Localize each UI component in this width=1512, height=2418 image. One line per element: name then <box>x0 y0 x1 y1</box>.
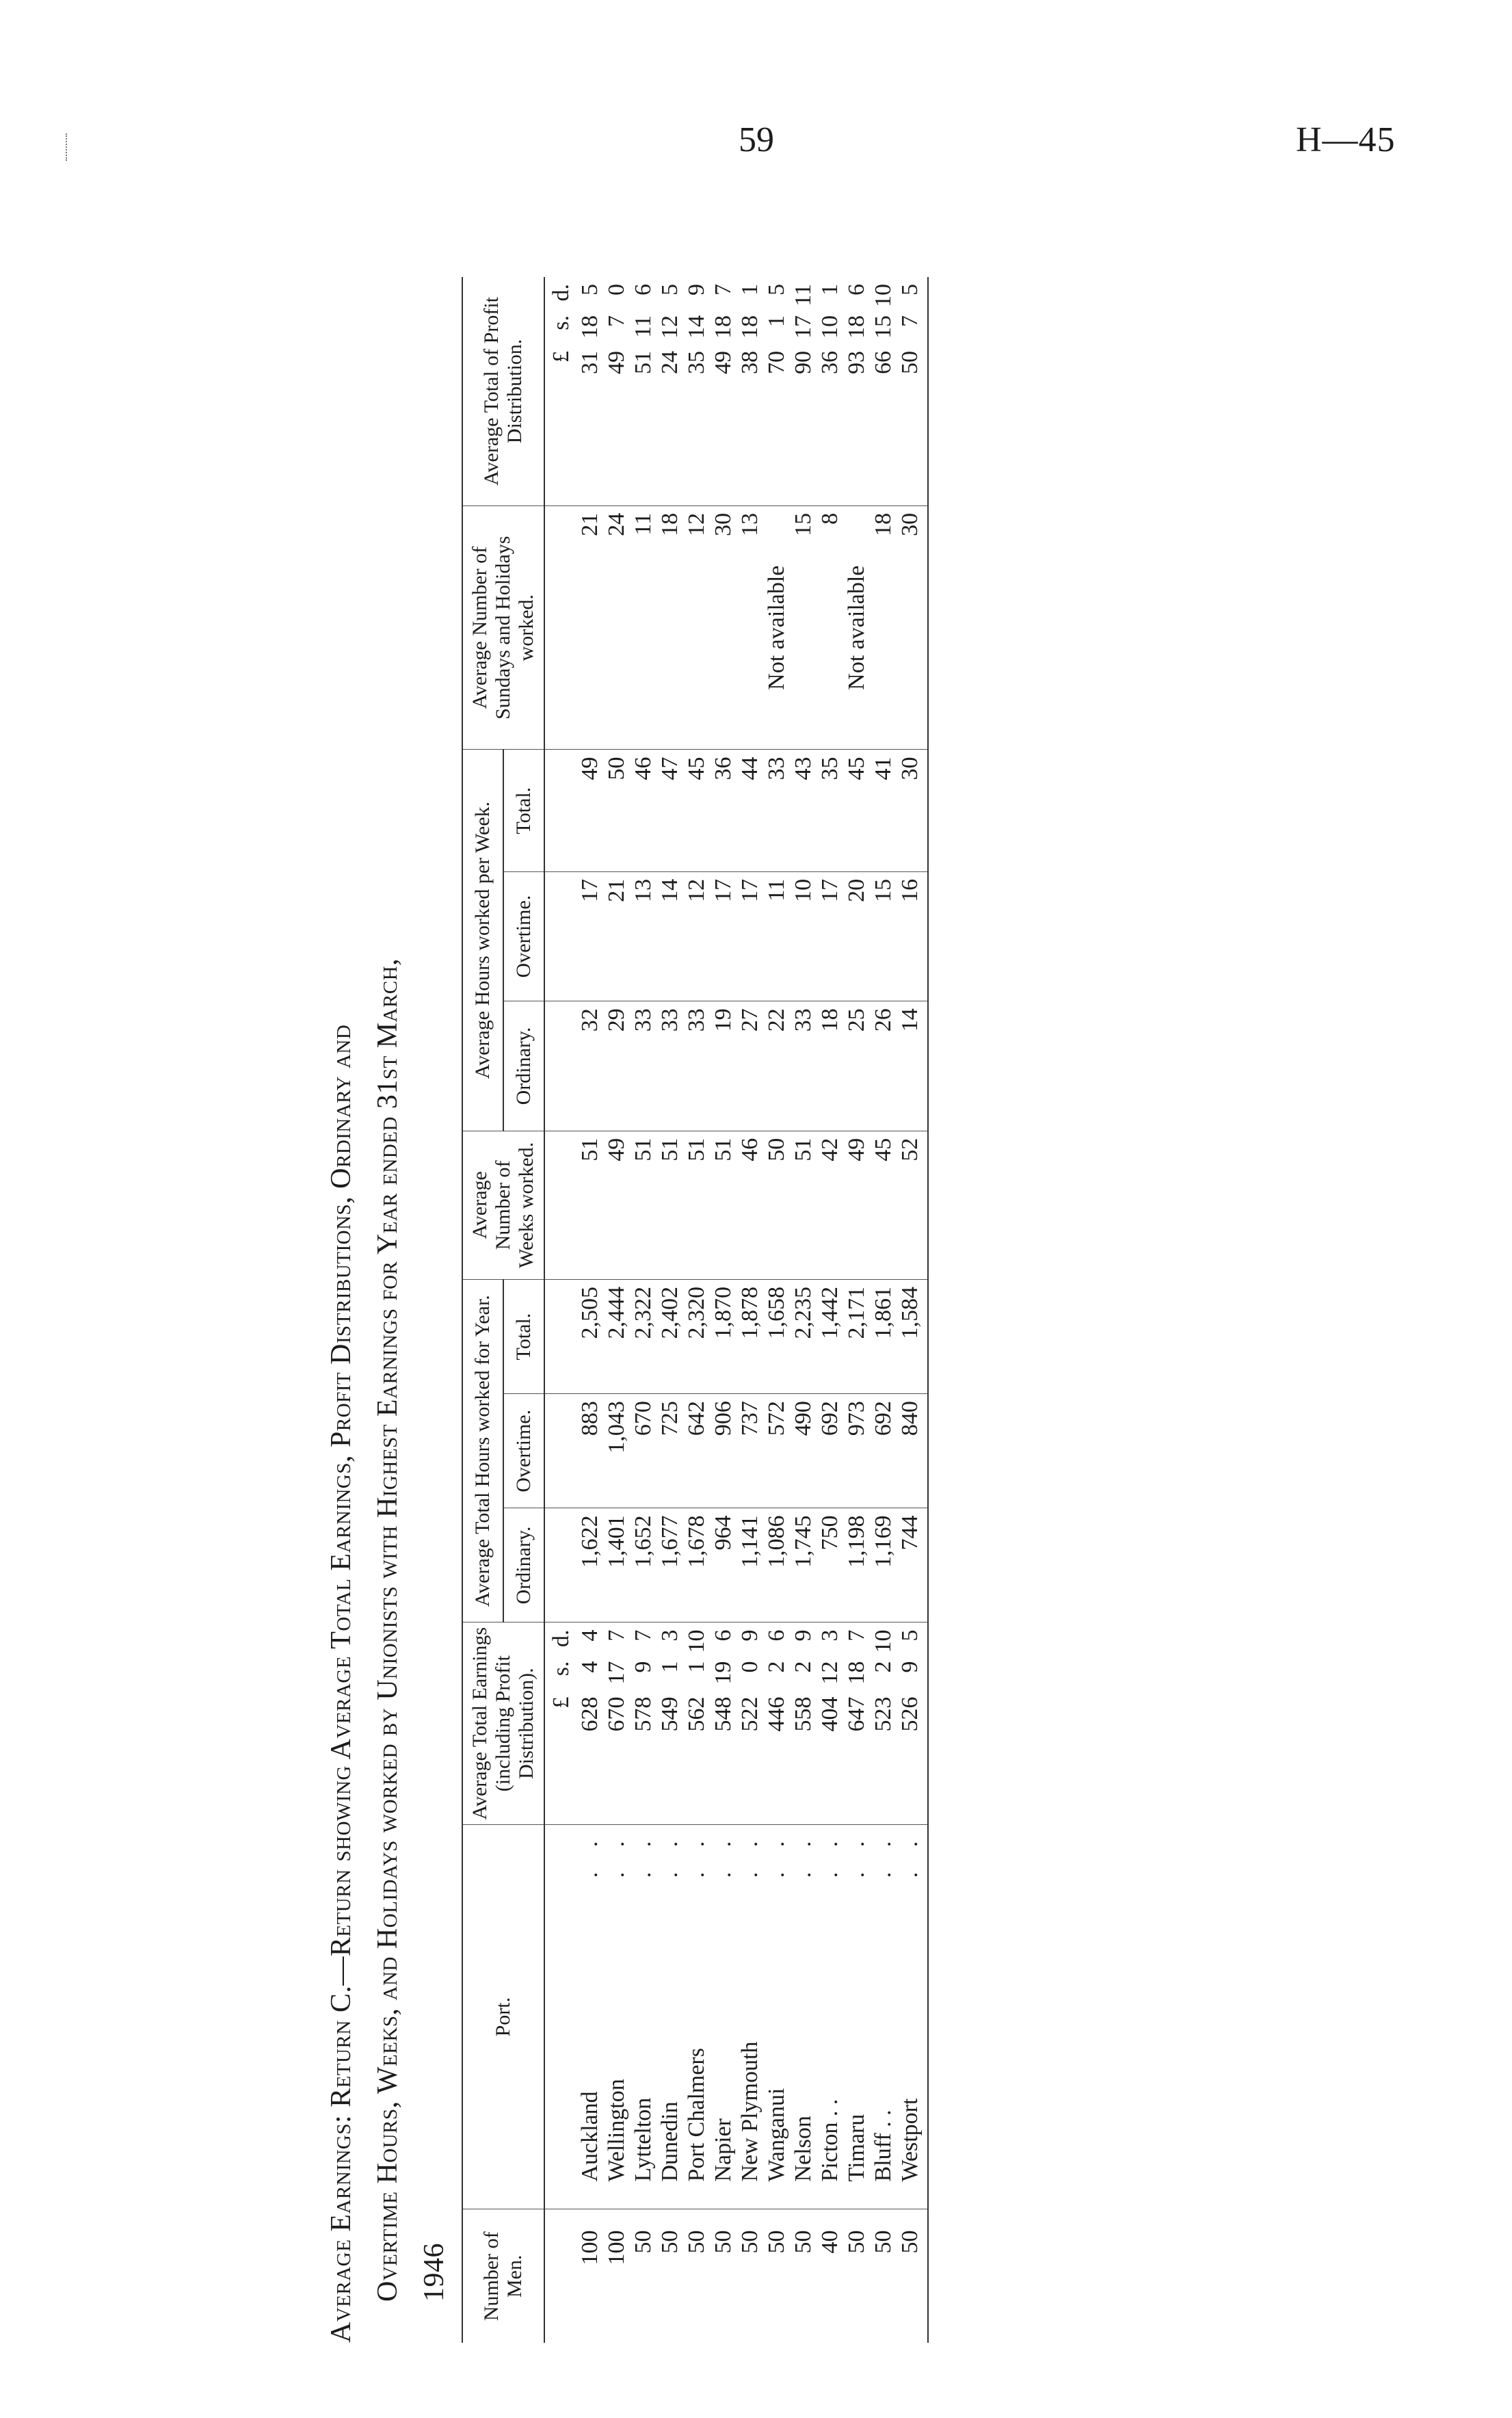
hw-overtime-cell: 21 <box>603 871 630 1001</box>
hw-ordinary-cell: 18 <box>817 1001 843 1131</box>
hy-total-cell: 2,505 <box>576 1280 603 1394</box>
table-row <box>576 277 603 2343</box>
hw-total-cell: 35 <box>817 750 843 871</box>
hw-total-cell: 41 <box>870 750 897 871</box>
hy-total-cell: 2,444 <box>603 1280 630 1394</box>
sundays-cell: 21 <box>576 505 603 750</box>
earnings-cell: 523210 <box>870 1622 897 1824</box>
port-cell: Port Chalmers . . <box>683 1824 710 2209</box>
men-cell: 50 <box>737 2230 762 2254</box>
hy-ordinary-cell: 1,678 <box>683 1508 710 1622</box>
hw-overtime-cell: 15 <box>870 871 897 1001</box>
col-hw-overtime: Overtime. <box>503 871 544 1001</box>
sundays-cell: 18 <box>656 505 683 750</box>
hw-overtime-cell: 17 <box>710 871 737 1001</box>
weeks-cell: 45 <box>870 1131 897 1279</box>
hw-ordinary-cell: 25 <box>843 1001 870 1131</box>
table-row <box>603 277 630 2343</box>
table-row <box>683 277 710 2343</box>
table-title <box>318 277 457 2343</box>
sundays-cell: 13 <box>737 505 763 750</box>
sundays-cell: Not available <box>763 505 790 750</box>
hy-overtime-cell: 572 <box>763 1394 790 1508</box>
profit-cell: 93186 <box>843 277 870 505</box>
weeks-cell: 51 <box>790 1131 817 1279</box>
port-cell: New Plymouth . . <box>737 1824 763 2209</box>
port-cell: Wellington . . <box>603 1824 630 2209</box>
weeks-cell: 51 <box>710 1131 737 1279</box>
sundays-cell: 12 <box>683 505 710 750</box>
weeks-cell: 52 <box>897 1131 928 1279</box>
port-cell: Auckland . . <box>576 1824 603 2209</box>
hy-overtime-cell: 906 <box>710 1394 737 1508</box>
hw-overtime-cell: 14 <box>656 871 683 1001</box>
units-row <box>544 277 576 2343</box>
earnings-cell: 55829 <box>790 1622 817 1824</box>
hw-overtime-cell: 13 <box>630 871 656 1001</box>
hy-ordinary-cell: 1,141 <box>737 1508 763 1622</box>
profit-cell: 5075 <box>897 277 928 505</box>
table-row <box>790 277 817 2343</box>
col-hw-ordinary: Ordinary. <box>503 1001 544 1131</box>
hy-ordinary-cell: 1,086 <box>763 1508 790 1622</box>
sundays-cell: 15 <box>790 505 817 750</box>
col-port: Port. <box>462 1824 544 2209</box>
hy-total-cell: 1,870 <box>710 1280 737 1394</box>
hw-ordinary-cell: 33 <box>656 1001 683 1131</box>
hw-overtime-cell: 16 <box>897 871 928 1001</box>
table-row <box>817 277 843 2343</box>
header-row-1 <box>462 277 503 2343</box>
weeks-cell: 51 <box>656 1131 683 1279</box>
hy-overtime-cell: 670 <box>630 1394 656 1508</box>
earnings-cell: 44626 <box>763 1622 790 1824</box>
hy-overtime-cell: 973 <box>843 1394 870 1508</box>
hw-overtime-cell: 20 <box>843 871 870 1001</box>
hw-overtime-cell: 11 <box>763 871 790 1001</box>
hy-total-cell: 2,235 <box>790 1280 817 1394</box>
page-number: 59 <box>739 120 774 159</box>
col-hours-week: Average Hours worked per Week. <box>462 750 503 1131</box>
profit-cell: 49187 <box>710 277 737 505</box>
hw-overtime-cell: 12 <box>683 871 710 1001</box>
hw-total-cell: 36 <box>710 750 737 871</box>
hy-total-cell: 1,861 <box>870 1280 897 1394</box>
port-cell: Westport . . <box>897 1824 928 2209</box>
earnings-units: £s.d. <box>544 1622 576 1824</box>
table-body <box>544 277 928 2343</box>
table-row <box>630 277 656 2343</box>
hw-total-cell: 49 <box>576 750 603 871</box>
col-hy-ordinary: Ordinary. <box>503 1508 544 1622</box>
hy-total-cell: 2,171 <box>843 1280 870 1394</box>
hy-total-cell: 1,878 <box>737 1280 763 1394</box>
earnings-cell: 57897 <box>630 1622 656 1824</box>
hw-ordinary-cell: 33 <box>630 1001 656 1131</box>
profit-cell: 51116 <box>630 277 656 505</box>
document-reference: H—45 <box>1296 120 1396 159</box>
hw-total-cell: 45 <box>843 750 870 871</box>
col-earnings: Average Total Earnings (including Profit Distribution). <box>462 1622 544 1824</box>
hy-overtime-cell: 840 <box>897 1394 928 1508</box>
table-row <box>763 277 790 2343</box>
hy-ordinary-cell: 964 <box>710 1508 737 1622</box>
hw-total-cell: 44 <box>737 750 763 871</box>
hy-ordinary-cell: 1,169 <box>870 1508 897 1622</box>
profit-cell: 31185 <box>576 277 603 505</box>
earnings-cell: 562110 <box>683 1622 710 1824</box>
weeks-cell: 49 <box>843 1131 870 1279</box>
hy-ordinary-cell: 744 <box>897 1508 928 1622</box>
table-row <box>737 277 763 2343</box>
port-cell: Picton . . . . <box>817 1824 843 2209</box>
title-line-3: 1946 <box>419 2243 450 2302</box>
col-hy-total: Total. <box>503 1280 544 1394</box>
hy-overtime-cell: 692 <box>870 1394 897 1508</box>
col-profit: Average Total of Profit Distribution. <box>462 277 544 505</box>
hw-total-cell: 33 <box>763 750 790 871</box>
earnings-cell: 404123 <box>817 1622 843 1824</box>
hw-ordinary-cell: 33 <box>790 1001 817 1131</box>
hy-total-cell: 2,402 <box>656 1280 683 1394</box>
weeks-cell: 46 <box>737 1131 763 1279</box>
earnings-cell: 54913 <box>656 1622 683 1824</box>
weeks-cell: 49 <box>603 1131 630 1279</box>
col-hours-year: Average Total Hours worked for Year. <box>462 1280 503 1622</box>
men-cell: 50 <box>631 2230 656 2254</box>
hy-ordinary-cell: 1,401 <box>603 1508 630 1622</box>
hy-overtime-cell: 1,043 <box>603 1394 630 1508</box>
col-weeks: Average Number of Weeks worked. <box>462 1131 544 1279</box>
profit-cell: 36101 <box>817 277 843 505</box>
hw-total-cell: 47 <box>656 750 683 871</box>
earnings-cell: 52209 <box>737 1622 763 1824</box>
profit-cell: 35149 <box>683 277 710 505</box>
port-cell: Wanganui . . <box>763 1824 790 2209</box>
hw-ordinary-cell: 29 <box>603 1001 630 1131</box>
men-cell: 50 <box>871 2230 896 2254</box>
men-cell: 50 <box>711 2230 736 2254</box>
sundays-cell: 30 <box>897 505 928 750</box>
col-hy-overtime: Overtime. <box>503 1394 544 1508</box>
men-cell: 40 <box>817 2230 843 2254</box>
hy-ordinary-cell: 1,198 <box>843 1508 870 1622</box>
sundays-cell: 24 <box>603 505 630 750</box>
hy-overtime-cell: 490 <box>790 1394 817 1508</box>
port-cell: Bluff . . . . <box>870 1824 897 2209</box>
sundays-cell: 11 <box>630 505 656 750</box>
hy-overtime-cell: 883 <box>576 1394 603 1508</box>
hw-total-cell: 30 <box>897 750 928 871</box>
hy-total-cell: 1,584 <box>897 1280 928 1394</box>
col-hw-total: Total. <box>503 750 544 871</box>
hw-total-cell: 50 <box>603 750 630 871</box>
sundays-cell: Not available <box>843 505 870 750</box>
table-row <box>710 277 737 2343</box>
hw-ordinary-cell: 14 <box>897 1001 928 1131</box>
men-cell: 50 <box>764 2230 789 2254</box>
margin-mark <box>66 133 69 161</box>
profit-cell: 901711 <box>790 277 817 505</box>
men-cell: 50 <box>897 2209 928 2343</box>
sundays-cell: 18 <box>870 505 897 750</box>
table-row <box>897 277 928 2343</box>
profit-units: £s.d. <box>544 277 576 505</box>
col-sundays: Average Number of Sundays and Holidays worked. <box>462 505 544 750</box>
earnings-table <box>462 277 929 2343</box>
port-cell: Nelson . . <box>790 1824 817 2209</box>
hw-ordinary-cell: 19 <box>710 1001 737 1131</box>
sundays-cell: 30 <box>710 505 737 750</box>
hy-total-cell: 2,320 <box>683 1280 710 1394</box>
table-row <box>656 277 683 2343</box>
men-cell: 50 <box>684 2230 709 2254</box>
hy-overtime-cell: 725 <box>656 1394 683 1508</box>
port-cell: Timaru . . <box>843 1824 870 2209</box>
table-row <box>870 277 897 2343</box>
earnings-cell: 670177 <box>603 1622 630 1824</box>
hy-ordinary-cell: 1,745 <box>790 1508 817 1622</box>
earnings-cell: 52695 <box>897 1622 928 1824</box>
weeks-cell: 51 <box>630 1131 656 1279</box>
hw-total-cell: 43 <box>790 750 817 871</box>
weeks-cell: 51 <box>576 1131 603 1279</box>
profit-cell: 38181 <box>737 277 763 505</box>
profit-cell: 24125 <box>656 277 683 505</box>
table-row <box>843 277 870 2343</box>
port-cell: Dunedin . . <box>656 1824 683 2209</box>
hy-ordinary-cell: 1,677 <box>656 1508 683 1622</box>
port-cell: Napier . . <box>710 1824 737 2209</box>
hy-total-cell: 2,322 <box>630 1280 656 1394</box>
men-cell: 50 <box>844 2230 869 2254</box>
hy-overtime-cell: 642 <box>683 1394 710 1508</box>
men-cell: 50 <box>657 2230 682 2254</box>
hw-total-cell: 45 <box>683 750 710 871</box>
col-men: Number of Men. <box>462 2209 544 2343</box>
men-cell: 100 <box>577 2230 602 2265</box>
sundays-cell: 8 <box>817 505 843 750</box>
hw-ordinary-cell: 33 <box>683 1001 710 1131</box>
weeks-cell: 50 <box>763 1131 790 1279</box>
hw-ordinary-cell: 27 <box>737 1001 763 1131</box>
hy-overtime-cell: 692 <box>817 1394 843 1508</box>
hw-overtime-cell: 17 <box>576 871 603 1001</box>
profit-cell: 661510 <box>870 277 897 505</box>
hy-ordinary-cell: 1,652 <box>630 1508 656 1622</box>
hw-ordinary-cell: 26 <box>870 1001 897 1131</box>
hy-overtime-cell: 737 <box>737 1394 763 1508</box>
profit-cell: 7015 <box>763 277 790 505</box>
profit-cell: 4970 <box>603 277 630 505</box>
weeks-cell: 42 <box>817 1131 843 1279</box>
hw-total-cell: 46 <box>630 750 656 871</box>
earnings-cell: 647187 <box>843 1622 870 1824</box>
hw-ordinary-cell: 22 <box>763 1001 790 1131</box>
hw-overtime-cell: 17 <box>737 871 763 1001</box>
hy-total-cell: 1,442 <box>817 1280 843 1394</box>
port-cell: Lyttelton . . <box>630 1824 656 2209</box>
title-line-2: Overtime Hours, Weeks, and Holidays worked by Unionists with Highest Earnings for Year ended 31st March, <box>372 958 403 2302</box>
men-cell: 50 <box>791 2230 816 2254</box>
hy-ordinary-cell: 1,622 <box>576 1508 603 1622</box>
men-cell: 100 <box>604 2230 629 2265</box>
hy-ordinary-cell: 750 <box>817 1508 843 1622</box>
title-line-1: Average Earnings: Return C.—Return showing Average Total Earnings, Profit Distributions, Ordinary and <box>326 1024 357 2343</box>
hw-overtime-cell: 17 <box>817 871 843 1001</box>
hw-overtime-cell: 10 <box>790 871 817 1001</box>
earnings-cell: 548196 <box>710 1622 737 1824</box>
weeks-cell: 51 <box>683 1131 710 1279</box>
hw-ordinary-cell: 32 <box>576 1001 603 1131</box>
earnings-cell: 62844 <box>576 1622 603 1824</box>
hy-total-cell: 1,658 <box>763 1280 790 1394</box>
rotated-return-table <box>318 277 1173 2343</box>
